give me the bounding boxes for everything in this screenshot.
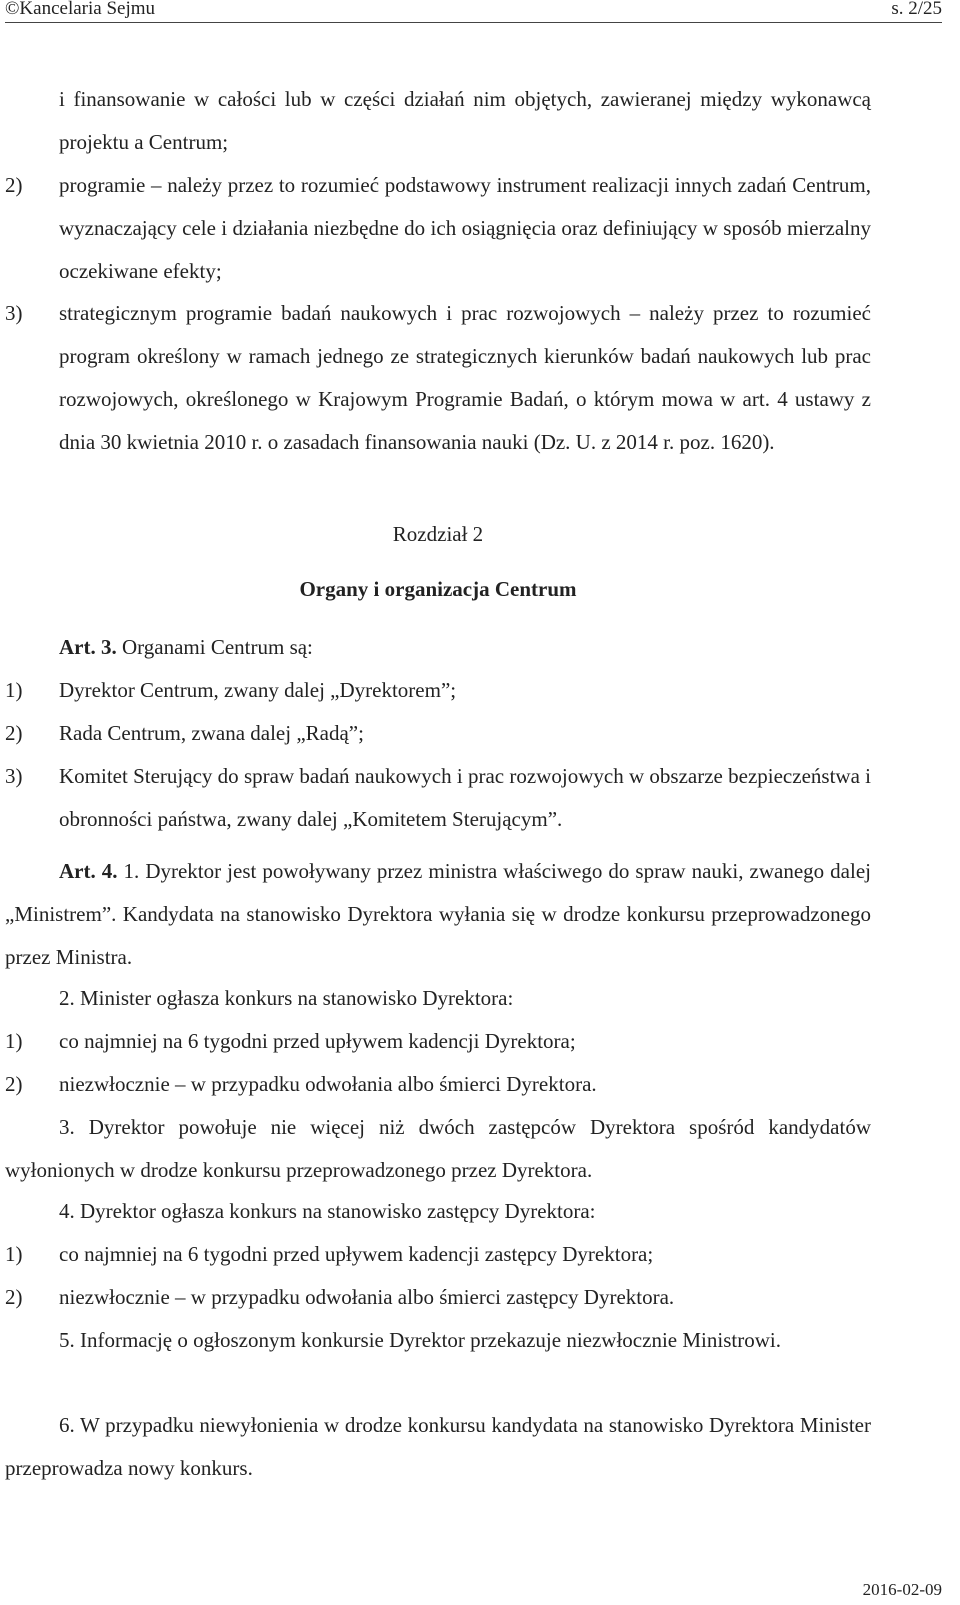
list-number: 2) (5, 173, 23, 197)
article-4-2-item-1: 1) co najmniej na 6 tygodni przed upływem kadencji Dyrektora; (59, 1020, 871, 1063)
chapter-label: Rozdział 2 (392, 522, 484, 546)
definition-3: 3) strategicznym programie badań naukowych i prac rozwojowych – należy przez to rozumieć program określony w ramach jednego ze strategicznych kierunków badań naukowych lub prac rozwojowych, określonego w Krajowym Programie Badań, o którym mowa w art. 4 ustawy z dnia 30 kwietnia 2010 r. o zasadach finansowania nauki (Dz. U. z 2014 r. poz. 1620). (59, 292, 871, 464)
article-4-paragraph-6: 6. W przypadku niewyłonienia w drodze konkursu kandydata na stanowisko Dyrektora Minister przeprowadza nowy konkurs. (5, 1413, 871, 1480)
footer-date: 2016-02-09 (862, 1580, 942, 1599)
article-4-4-item-2: 2) niezwłocznie – w przypadku odwołania albo śmierci zastępcy Dyrektora. (59, 1276, 871, 1319)
list-number: 2) (5, 1285, 23, 1309)
list-number: 2) (5, 1072, 23, 1096)
article-3-item-2: 2) Rada Centrum, zwana dalej „Radą”; (59, 712, 871, 755)
definition-1-continuation: i finansowanie w całości lub w części działań nim objętych, zawieranej między wykonawcą projektu a Centrum; (59, 87, 871, 154)
article-4-label: Art. 4. (59, 859, 118, 883)
list-number: 1) (5, 1029, 23, 1053)
article-3-label: Art. 3. (59, 635, 117, 659)
article-4-paragraph-2: 2. Minister ogłasza konkurs na stanowisko Dyrektora: (59, 986, 514, 1010)
list-number: 2) (5, 721, 23, 745)
list-number: 1) (5, 678, 23, 702)
article-4-paragraph-3: 3. Dyrektor powołuje nie więcej niż dwóch zastępców Dyrektora spośród kandydatów wyłonionych w drodze konkursu przeprowadzonego przez Dyrektora. (5, 1115, 871, 1182)
article-4-4-item-1: 1) co najmniej na 6 tygodni przed upływem kadencji zastępcy Dyrektora; (59, 1233, 871, 1276)
definition-2: 2) programie – należy przez to rozumieć podstawowy instrument realizacji innych zadań Centrum, wyznaczający cele i działania niezbędne do ich osiągnięcia oraz definiujący w sposób mierzalny oczekiwane efekty; (59, 164, 871, 293)
list-number: 3) (5, 764, 23, 788)
header-page-number: s. 2/25 (891, 0, 942, 19)
article-3-item-1: 1) Dyrektor Centrum, zwany dalej „Dyrektorem”; (59, 669, 871, 712)
article-3-intro: Art. 3. Organami Centrum są: (59, 635, 313, 659)
header-copyright: ©Kancelaria Sejmu (5, 0, 156, 19)
article-3-item-3: 3) Komitet Sterujący do spraw badań naukowych i prac rozwojowych w obszarze bezpieczeństwa i obronności państwa, zwany dalej „Komitetem Sterującym”. (59, 755, 871, 841)
chapter-title: Organy i organizacja Centrum (299, 577, 577, 601)
article-4-paragraph-1: Art. 4. 1. Dyrektor jest powoływany przez ministra właściwego do spraw nauki, zwanego dalej „Ministrem”. Kandydata na stanowisko Dyrektora wyłania się w drodze konkursu przeprowadzonego przez Ministra. (5, 859, 871, 969)
article-4-paragraph-5: 5. Informację o ogłoszonym konkursie Dyrektor przekazuje niezwłocznie Ministrowi. (59, 1328, 781, 1352)
list-number: 1) (5, 1242, 23, 1266)
header-divider (5, 22, 942, 23)
list-number: 3) (5, 301, 23, 325)
article-4-paragraph-4: 4. Dyrektor ogłasza konkurs na stanowisko zastępcy Dyrektora: (59, 1199, 596, 1223)
article-4-2-item-2: 2) niezwłocznie – w przypadku odwołania albo śmierci Dyrektora. (59, 1063, 871, 1106)
